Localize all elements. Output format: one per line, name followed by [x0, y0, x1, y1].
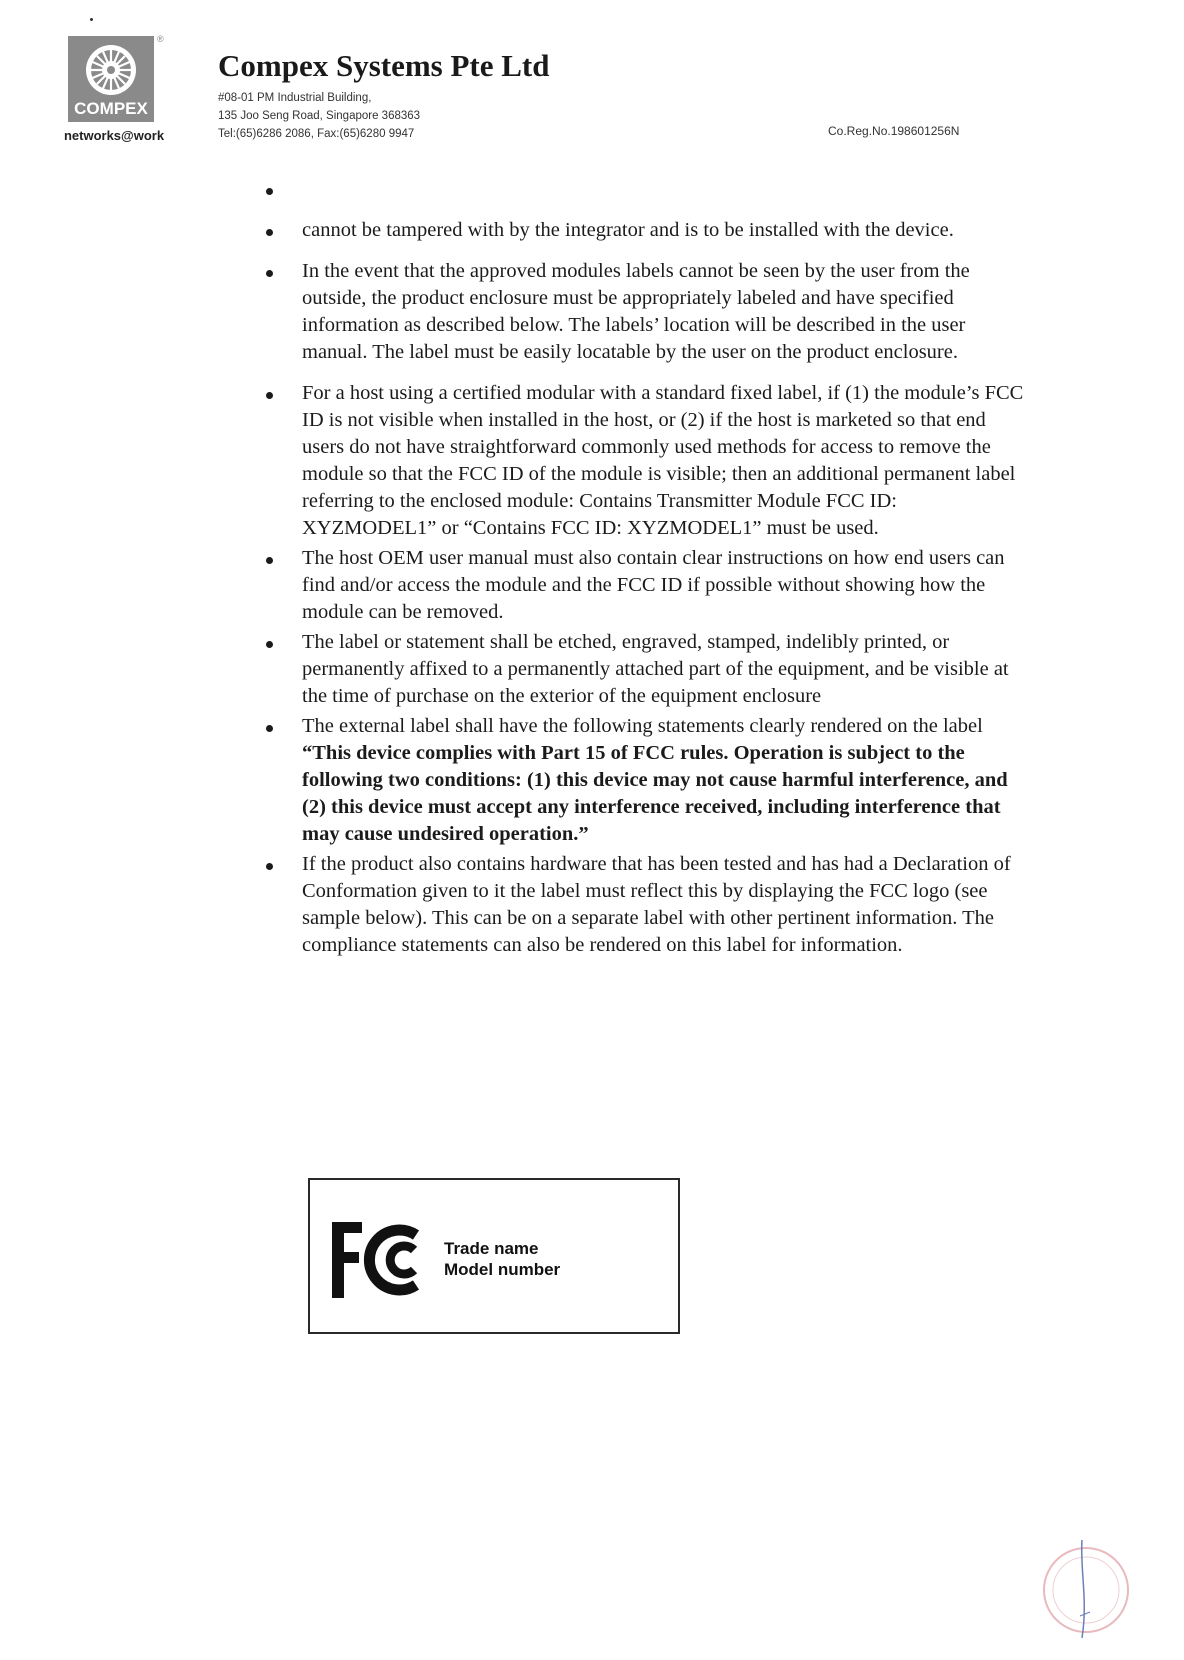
trade-name: Trade name [444, 1239, 539, 1258]
fcc-compliance-statement: “This device complies with Part 15 of FCC rules. Operation is subject to the following two conditions: (1) this device may not cause harmful interference, and (2) this device must accept any interference received, including interference that may cause undesired operation.” [302, 742, 1008, 845]
address-line-2: 135 Joo Seng Road, Singapore 368363 [218, 110, 421, 122]
company-name: Compex Systems Pte Ltd [218, 48, 550, 83]
list-item: In the event that the approved modules labels cannot be seen by the user from the outside, the product enclosure must be appropriately labeled and have specified information as described below. The labels’ location will be described in the user manual. The label must be easily locatable by the user on the product enclosure. [262, 258, 1032, 366]
list-item: The host OEM user manual must also contain clear instructions on how end users can find and/or access the module and the FCC ID if possible without showing how the module can be removed. [262, 545, 1032, 626]
stray-mark [90, 18, 93, 21]
list-item: The external label shall have the following statements clearly rendered on the label “This device complies with Part 15 of FCC rules. Operation is subject to the following two conditions: (1) this device may not cause harmful interference, and (2) this device must accept any interference received, including interference that may cause undesired operation.” [262, 713, 1032, 848]
fcc-label-text [444, 1238, 560, 1280]
requirements-list [262, 176, 1032, 959]
list-item: The label or statement shall be etched, engraved, stamped, indelibly printed, or permanently affixed to a permanently attached part of the equipment, and be visible at the time of purchase on the exterior of the equipment enclosure [262, 629, 1032, 710]
contact-line: Tel:(65)6286 2086, Fax:(65)6280 9947 [218, 128, 415, 140]
registered-mark: ® [157, 34, 164, 44]
wheel-icon [85, 44, 137, 96]
logo-tagline: networks@work [63, 128, 165, 143]
list-item: For a host using a certified modular with a standard fixed label, if (1) the module’s FCC ID is not visible when installed in the host, or (2) if the host is marketed so that end users do not have straightforward commonly used methods for access to remove the module so that the FCC ID of the module is visible; then an additional permanent label referring to the enclosed module: Contains Transmitter Module FCC ID: XYZMODEL1” or “Contains FCC ID: XYZMODEL1” must be used. [262, 380, 1032, 542]
compex-logo [68, 36, 154, 122]
list-item: cannot be tampered with by the integrator and is to be installed with the device. [262, 217, 1032, 244]
company-reg-number: Co.Reg.No.198601256N [828, 124, 960, 138]
list-item: If the product also contains hardware that has been tested and has had a Declaration of Conformation given to it the label must reflect this by displaying the FCC logo (see sample below). This can be on a separate label with other pertinent information. The compliance statements can also be rendered on this label for information. [262, 851, 1032, 959]
company-seal-stamp-icon [1030, 1530, 1142, 1648]
logo-wordmark: COMPEX [74, 99, 148, 118]
fcc-sample-label [308, 1178, 680, 1334]
model-number: Model number [444, 1260, 561, 1279]
fcc-logo-icon [332, 1222, 436, 1298]
address-line-1: #08-01 PM Industrial Building, [218, 92, 372, 104]
list-item-empty [262, 176, 1032, 203]
